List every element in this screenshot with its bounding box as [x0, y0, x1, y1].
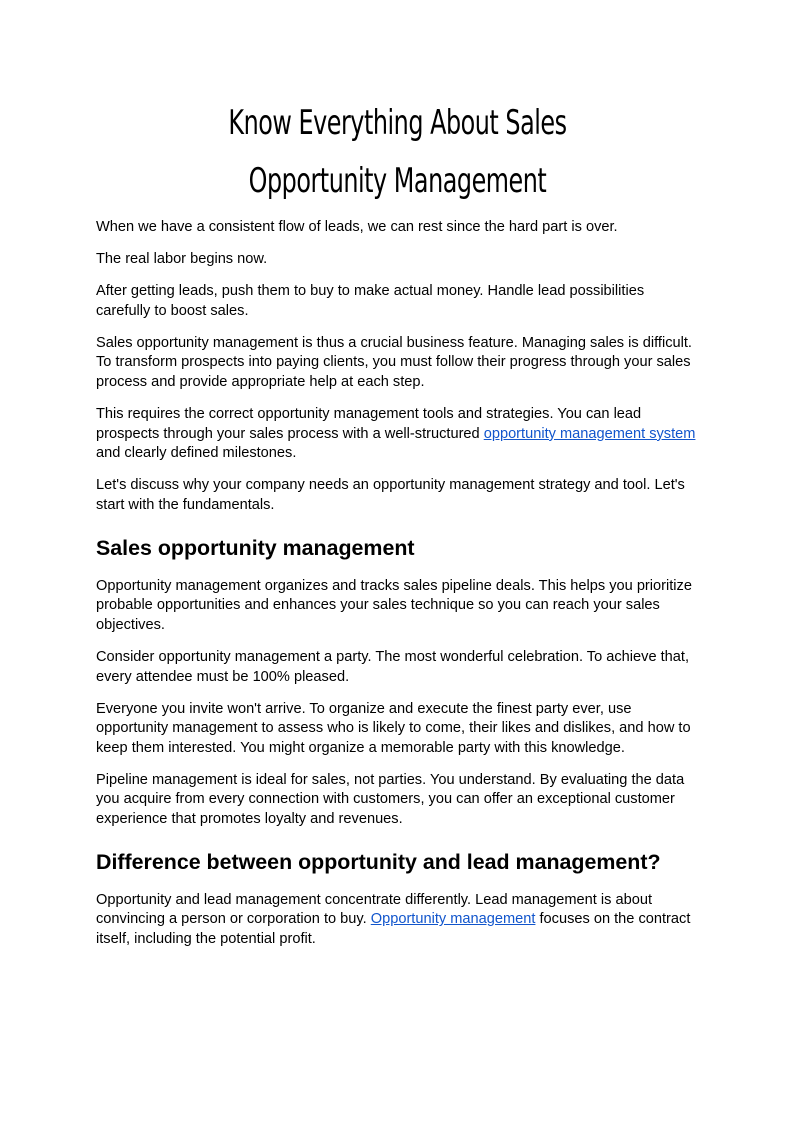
tools-paragraph	[96, 405, 699, 464]
section-heading-difference: Difference between opportunity and lead management?	[96, 849, 661, 874]
page-title: Know Everything About Sales Opportunity Management	[228, 103, 567, 201]
intro-paragraph-2: The real labor begins now.	[96, 251, 268, 268]
section2-paragraph-text-before: Opportunity and lead management concentrate differently. Lead management is about convincing a person or corporation to buy.	[96, 891, 653, 928]
section2-paragraph	[96, 891, 699, 950]
document-page	[96, 94, 699, 962]
section1-paragraph-3: Everyone you invite won't arrive. To organize and execute the finest party ever, use opportunity management to assess who is likely to come, their likes and dislikes, and how to keep them interested. You might organize a memorable party with this knowledge.	[96, 700, 691, 756]
title-container	[96, 94, 699, 218]
section2-paragraph-text-after: focuses on the contract itself, including the potential profit.	[96, 911, 691, 947]
section1-paragraph-2: Consider opportunity management a party. The most wonderful celebration. To achieve that, every attendee must be 100% pleased.	[96, 648, 690, 685]
intro-closing-paragraph: Let's discuss why your company needs an opportunity management strategy and tool. Let's start with the fundamentals.	[96, 477, 685, 514]
tools-paragraph-text-after: and clearly defined milestones.	[96, 445, 297, 462]
opportunity-management-system-link[interactable]: opportunity management system	[483, 425, 696, 442]
intro-paragraph-1: When we have a consistent flow of leads, we can rest since the hard part is over.	[96, 219, 618, 235]
intro-paragraph-3: After getting leads, push them to buy to make actual money. Handle lead possibilities carefully to boost sales.	[96, 283, 645, 319]
tools-paragraph-text-before: This requires the correct opportunity management tools and strategies. You can lead prospects through your sales process with a well-structured	[96, 406, 642, 442]
section1-paragraph-1: Opportunity management organizes and tracks sales pipeline deals. This helps you prioritize probable opportunities and enhances your sales technique so you can reach your sales objectives.	[96, 577, 692, 633]
opportunity-management-link[interactable]: Opportunity management	[370, 911, 536, 928]
section1-paragraph-4: Pipeline management is ideal for sales, not parties. You understand. By evaluating the data you acquire from every connection with customers, you can offer an exceptional customer experience that promotes loyalty and revenues.	[96, 771, 685, 828]
section-heading-sales-opportunity-management: Sales opportunity management	[96, 535, 415, 560]
intro-paragraph-4: Sales opportunity management is thus a crucial business feature. Managing sales is difficult. To transform prospects into paying clients, you must follow their progress through your sales process and provide appropriate help at each step.	[96, 334, 692, 391]
